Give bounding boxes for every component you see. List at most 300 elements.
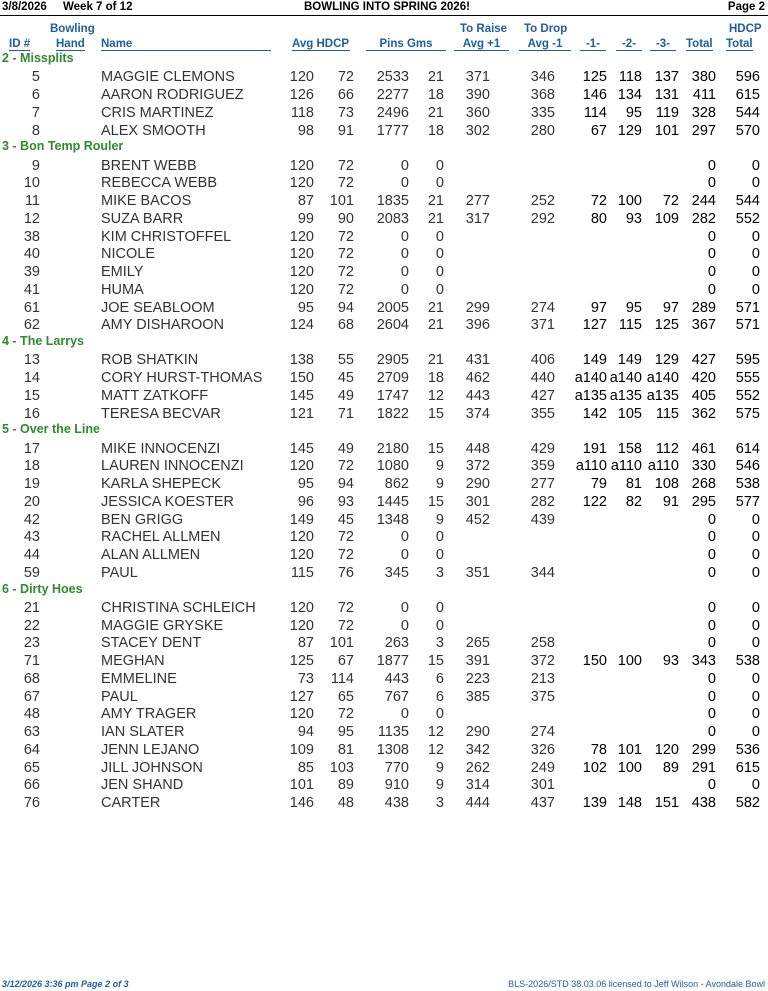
cell-name: KIM CHRISTOFFEL bbox=[101, 228, 232, 245]
bowler-row bbox=[0, 547, 768, 565]
team-header: 4 - The Larrys bbox=[2, 334, 84, 348]
bowler-row bbox=[0, 671, 768, 689]
cell-hdcp: 94 bbox=[337, 299, 354, 316]
cell-gms: 0 bbox=[435, 599, 444, 616]
cell-gms: 15 bbox=[427, 405, 444, 422]
cell-g2: 118 bbox=[618, 69, 642, 86]
cell-hdcp-total: 0 bbox=[751, 547, 760, 563]
cell-id: 21 bbox=[23, 599, 40, 616]
cell-id: 19 bbox=[23, 476, 40, 492]
bowler-row bbox=[0, 760, 768, 778]
bowler-row bbox=[0, 229, 768, 247]
cell-hdcp: 72 bbox=[337, 706, 354, 723]
cell-gms: 6 bbox=[435, 670, 444, 687]
cell-id: 17 bbox=[23, 440, 40, 457]
cell-raise: 290 bbox=[465, 724, 490, 740]
cell-pins: 443 bbox=[384, 670, 409, 687]
cell-g3: 91 bbox=[662, 493, 679, 510]
cell-hdcp-total: 0 bbox=[751, 635, 760, 652]
cell-id: 12 bbox=[23, 210, 40, 227]
cell-name: MIKE INNOCENZI bbox=[101, 440, 221, 457]
cell-id: 48 bbox=[23, 706, 40, 723]
bowler-row bbox=[0, 476, 768, 494]
cell-id: 71 bbox=[23, 653, 40, 669]
cell-hdcp: 48 bbox=[337, 795, 354, 811]
cell-hdcp-total: 0 bbox=[751, 724, 760, 740]
cell-g1: 142 bbox=[582, 405, 607, 422]
cell-id: 65 bbox=[23, 759, 40, 776]
cell-total: 0 bbox=[707, 228, 716, 245]
cell-pins: 1348 bbox=[376, 511, 409, 528]
cell-g3: 109 bbox=[654, 210, 679, 227]
cell-gms: 15 bbox=[427, 440, 444, 457]
cell-pins: 862 bbox=[384, 476, 409, 492]
bowler-row bbox=[0, 87, 768, 105]
cell-gms: 21 bbox=[427, 69, 444, 86]
cell-raise: 444 bbox=[465, 795, 490, 811]
cell-hdcp-total: 0 bbox=[751, 246, 760, 263]
cell-total: 438 bbox=[691, 795, 716, 811]
cell-g2: 105 bbox=[617, 405, 642, 422]
cell-g2: 100 bbox=[617, 653, 642, 669]
cell-hdcp: 72 bbox=[337, 529, 354, 546]
report-date: 3/8/2026 bbox=[2, 1, 47, 13]
cell-id: 23 bbox=[23, 635, 40, 652]
header-rule bbox=[0, 15, 768, 16]
cell-hdcp: 72 bbox=[337, 157, 354, 174]
cell-g3: 129 bbox=[654, 352, 679, 369]
team-header: 5 - Over the Line bbox=[2, 422, 100, 437]
cell-name: JESSICA KOESTER bbox=[101, 493, 234, 510]
cell-hdcp: 55 bbox=[337, 352, 354, 369]
cell-total: 299 bbox=[691, 741, 716, 758]
cell-id: 13 bbox=[23, 352, 40, 369]
cell-drop: 346 bbox=[530, 69, 555, 86]
cell-g1: 72 bbox=[590, 193, 607, 209]
cell-g1: 97 bbox=[590, 299, 607, 316]
col-hand: Hand bbox=[56, 38, 85, 50]
cell-id: 44 bbox=[23, 547, 40, 563]
cell-hdcp: 72 bbox=[337, 228, 354, 245]
bowler-row bbox=[0, 441, 768, 459]
cell-hdcp-total: 615 bbox=[735, 759, 760, 776]
cell-avg: 145 bbox=[289, 387, 314, 404]
cell-pins: 2180 bbox=[376, 440, 409, 457]
cell-hdcp: 89 bbox=[337, 777, 354, 794]
cell-drop: 368 bbox=[530, 87, 555, 103]
cell-total: 367 bbox=[691, 317, 716, 334]
cell-hdcp-total: 544 bbox=[735, 193, 760, 209]
cell-hdcp-total: 615 bbox=[735, 87, 760, 103]
bowler-row bbox=[0, 158, 768, 176]
cell-total: 461 bbox=[691, 440, 716, 457]
cell-id: 16 bbox=[23, 405, 40, 422]
cell-id: 5 bbox=[31, 69, 40, 86]
cell-hdcp-total: 570 bbox=[735, 122, 760, 139]
cell-avg: 87 bbox=[297, 635, 314, 652]
cell-name: JEN SHAND bbox=[101, 777, 184, 794]
cell-total: 420 bbox=[691, 370, 716, 386]
cell-hdcp-total: 571 bbox=[735, 299, 760, 316]
cell-hdcp-total: 555 bbox=[735, 370, 760, 386]
cell-id: 68 bbox=[23, 670, 40, 687]
cell-hdcp-total: 0 bbox=[751, 670, 760, 687]
cell-raise: 277 bbox=[465, 193, 490, 209]
cell-name: CRIS MARTINEZ bbox=[101, 104, 214, 121]
cell-hdcp: 81 bbox=[337, 741, 354, 758]
cell-name: KARLA SHEPECK bbox=[101, 476, 222, 492]
cell-hdcp-total: 552 bbox=[735, 387, 760, 404]
cell-id: 40 bbox=[23, 246, 40, 263]
cell-pins: 345 bbox=[384, 564, 409, 581]
bowler-row bbox=[0, 565, 768, 583]
cell-drop: 277 bbox=[530, 476, 555, 492]
cell-hdcp-total: 0 bbox=[751, 529, 760, 546]
cell-drop: 252 bbox=[530, 193, 555, 209]
cell-raise: 371 bbox=[465, 69, 490, 86]
cell-raise: 372 bbox=[465, 458, 490, 475]
bowler-row bbox=[0, 689, 768, 707]
cell-drop: 249 bbox=[530, 759, 555, 776]
cell-hdcp-total: 536 bbox=[735, 741, 760, 758]
bowler-row bbox=[0, 600, 768, 618]
cell-pins: 2905 bbox=[376, 352, 409, 369]
cell-gms: 21 bbox=[427, 299, 444, 316]
cell-avg: 145 bbox=[289, 440, 314, 457]
cell-avg: 127 bbox=[289, 688, 314, 705]
bowler-row bbox=[0, 105, 768, 123]
cell-hdcp-total: 0 bbox=[751, 264, 760, 280]
cell-g3: 93 bbox=[662, 653, 679, 669]
cell-raise: 302 bbox=[465, 122, 490, 139]
cell-id: 22 bbox=[23, 617, 40, 634]
cell-raise: 452 bbox=[465, 511, 490, 528]
cell-gms: 9 bbox=[435, 458, 444, 475]
cell-drop: 344 bbox=[530, 564, 555, 581]
cell-total: 362 bbox=[691, 405, 716, 422]
cell-hdcp: 95 bbox=[337, 724, 354, 740]
cell-total: 295 bbox=[691, 493, 716, 510]
cell-total: 328 bbox=[691, 104, 716, 121]
cell-id: 14 bbox=[23, 370, 40, 386]
cell-raise: 374 bbox=[465, 405, 490, 422]
cell-raise: 223 bbox=[465, 670, 490, 687]
cell-pins: 2496 bbox=[376, 104, 409, 121]
cell-g1: 127 bbox=[582, 317, 607, 334]
cell-hdcp: 72 bbox=[337, 69, 354, 86]
cell-total: 0 bbox=[707, 617, 716, 634]
cell-total: 297 bbox=[691, 122, 716, 139]
cell-pins: 770 bbox=[384, 759, 409, 776]
cell-g2: 100 bbox=[617, 193, 642, 209]
cell-hdcp-total: 0 bbox=[751, 688, 760, 705]
col-raise-avg: Avg +1 bbox=[454, 38, 509, 51]
cell-hdcp: 93 bbox=[337, 493, 354, 510]
cell-g2: 95 bbox=[625, 299, 642, 316]
cell-name: MAGGIE CLEMONS bbox=[101, 69, 235, 86]
cell-hdcp: 72 bbox=[337, 264, 354, 280]
bowler-row bbox=[0, 706, 768, 724]
cell-avg: 95 bbox=[297, 476, 314, 492]
bowler-row bbox=[0, 529, 768, 547]
cell-g3: 151 bbox=[654, 795, 679, 811]
cell-avg: 120 bbox=[289, 69, 314, 86]
cell-g1: 122 bbox=[582, 493, 607, 510]
cell-gms: 12 bbox=[427, 724, 444, 740]
cell-hdcp-total: 546 bbox=[735, 458, 760, 475]
cell-pins: 1777 bbox=[376, 122, 409, 139]
cell-g3: 137 bbox=[654, 69, 679, 86]
cell-raise: 360 bbox=[465, 104, 490, 121]
cell-avg: 120 bbox=[289, 157, 314, 174]
cell-g1: 191 bbox=[582, 440, 607, 457]
col-bowling: Bowling bbox=[50, 23, 95, 35]
cell-id: 76 bbox=[23, 795, 40, 811]
cell-g3: 125 bbox=[654, 317, 679, 334]
cell-pins: 0 bbox=[400, 706, 409, 723]
cell-g1: 80 bbox=[590, 210, 607, 227]
cell-avg: 120 bbox=[289, 228, 314, 245]
cell-avg: 120 bbox=[289, 529, 314, 546]
cell-g2: 93 bbox=[625, 210, 642, 227]
cell-total: 0 bbox=[707, 511, 716, 528]
bowler-row bbox=[0, 370, 768, 388]
cell-total: 0 bbox=[707, 175, 716, 192]
cell-name: PAUL bbox=[101, 688, 138, 705]
cell-total: 0 bbox=[707, 724, 716, 740]
cell-hdcp-total: 0 bbox=[751, 564, 760, 581]
cell-name: MIKE BACOS bbox=[101, 193, 192, 209]
cell-hdcp: 71 bbox=[337, 405, 354, 422]
cell-avg: 73 bbox=[297, 670, 314, 687]
cell-name: CHRISTINA SCHLEICH bbox=[101, 599, 256, 616]
col-game1: -1- bbox=[580, 38, 606, 51]
bowler-row bbox=[0, 123, 768, 141]
cell-gms: 3 bbox=[435, 635, 444, 652]
bowler-row bbox=[0, 795, 768, 813]
cell-name: CARTER bbox=[101, 795, 161, 811]
cell-g2: 115 bbox=[618, 317, 642, 334]
cell-id: 43 bbox=[23, 529, 40, 546]
cell-g3: 115 bbox=[655, 405, 679, 422]
cell-hdcp: 45 bbox=[337, 511, 354, 528]
cell-pins: 0 bbox=[400, 175, 409, 192]
bowler-row bbox=[0, 317, 768, 335]
cell-hdcp-total: 0 bbox=[751, 157, 760, 174]
cell-name: AMY DISHAROON bbox=[101, 317, 225, 334]
cell-gms: 18 bbox=[427, 122, 444, 139]
cell-hdcp-total: 575 bbox=[735, 405, 760, 422]
cell-avg: 99 bbox=[297, 210, 314, 227]
cell-name: MATT ZATKOFF bbox=[101, 387, 209, 404]
cell-hdcp-total: 0 bbox=[751, 706, 760, 723]
cell-hdcp-total: 0 bbox=[751, 617, 760, 634]
cell-total: 291 bbox=[691, 759, 716, 776]
cell-avg: 87 bbox=[297, 193, 314, 209]
cell-drop: 439 bbox=[530, 511, 555, 528]
cell-hdcp: 65 bbox=[337, 688, 354, 705]
cell-name: LAUREN INNOCENZI bbox=[101, 458, 244, 475]
cell-g3: 97 bbox=[662, 299, 679, 316]
bowler-row bbox=[0, 388, 768, 406]
cell-hdcp: 68 bbox=[337, 317, 354, 334]
bowler-row bbox=[0, 193, 768, 211]
cell-gms: 0 bbox=[435, 228, 444, 245]
bowler-row bbox=[0, 246, 768, 264]
cell-hdcp-total: 577 bbox=[735, 493, 760, 510]
cell-hdcp-total: 538 bbox=[735, 653, 760, 669]
cell-total: 268 bbox=[691, 476, 716, 492]
cell-hdcp: 72 bbox=[337, 246, 354, 263]
cell-gms: 9 bbox=[435, 476, 444, 492]
cell-raise: 385 bbox=[465, 688, 490, 705]
cell-name: PAUL bbox=[101, 564, 138, 581]
cell-total: 380 bbox=[691, 69, 716, 86]
cell-pins: 263 bbox=[384, 635, 409, 652]
cell-avg: 120 bbox=[289, 599, 314, 616]
cell-avg: 118 bbox=[290, 104, 314, 121]
cell-hdcp-total: 614 bbox=[735, 440, 760, 457]
cell-total: 289 bbox=[691, 299, 716, 316]
cell-g3: 120 bbox=[654, 741, 679, 758]
bowler-row bbox=[0, 458, 768, 476]
cell-gms: 12 bbox=[427, 387, 444, 404]
cell-gms: 21 bbox=[427, 317, 444, 334]
cell-hdcp: 72 bbox=[337, 599, 354, 616]
col-id: ID # bbox=[9, 38, 31, 50]
cell-g2: 82 bbox=[625, 493, 642, 510]
cell-hdcp: 72 bbox=[337, 617, 354, 634]
cell-name: TERESA BECVAR bbox=[101, 405, 221, 422]
bowler-row bbox=[0, 653, 768, 671]
bowler-row bbox=[0, 69, 768, 87]
cell-total: 244 bbox=[691, 193, 716, 209]
cell-g1: 139 bbox=[582, 795, 607, 811]
page-label: Page 2 bbox=[727, 1, 765, 13]
cell-hdcp: 103 bbox=[329, 759, 354, 776]
cell-gms: 21 bbox=[427, 352, 444, 369]
cell-id: 20 bbox=[23, 493, 40, 510]
cell-g1: 150 bbox=[582, 653, 607, 669]
cell-avg: 120 bbox=[289, 706, 314, 723]
cell-g2: 95 bbox=[625, 104, 642, 121]
cell-g3: 89 bbox=[662, 759, 679, 776]
cell-avg: 98 bbox=[297, 122, 314, 139]
cell-hdcp-total: 0 bbox=[751, 777, 760, 794]
cell-drop: 429 bbox=[530, 440, 555, 457]
cell-total: 0 bbox=[707, 635, 716, 652]
cell-g2: 101 bbox=[617, 741, 642, 758]
cell-hdcp: 94 bbox=[337, 476, 354, 492]
cell-hdcp-total: 0 bbox=[751, 599, 760, 616]
cell-name: BEN GRIGG bbox=[101, 511, 184, 528]
bowler-row bbox=[0, 635, 768, 653]
cell-g1: a135 bbox=[574, 387, 607, 404]
cell-name: IAN SLATER bbox=[101, 724, 185, 740]
bowler-row bbox=[0, 300, 768, 318]
cell-gms: 15 bbox=[427, 493, 444, 510]
cell-id: 10 bbox=[23, 175, 40, 192]
bowler-row bbox=[0, 742, 768, 760]
cell-raise: 301 bbox=[465, 493, 490, 510]
cell-hdcp: 73 bbox=[337, 104, 354, 121]
cell-g1: a140 bbox=[574, 370, 607, 386]
col-drop-avg: Avg -1 bbox=[519, 38, 571, 51]
cell-gms: 0 bbox=[435, 529, 444, 546]
cell-gms: 18 bbox=[427, 370, 444, 386]
cell-g3: 72 bbox=[662, 193, 679, 209]
cell-gms: 21 bbox=[427, 104, 444, 121]
cell-hdcp-total: 538 bbox=[735, 476, 760, 492]
cell-name: NICOLE bbox=[101, 246, 155, 263]
cell-hdcp-total: 0 bbox=[751, 511, 760, 528]
cell-raise: 390 bbox=[465, 87, 490, 103]
bowler-row bbox=[0, 618, 768, 636]
cell-pins: 1080 bbox=[376, 458, 409, 475]
cell-raise: 314 bbox=[465, 777, 490, 794]
cell-avg: 150 bbox=[289, 370, 314, 386]
cell-g2: 129 bbox=[617, 122, 642, 139]
cell-name: BRENT WEBB bbox=[101, 157, 197, 174]
cell-drop: 258 bbox=[530, 635, 555, 652]
team-header: 6 - Dirty Hoes bbox=[2, 581, 83, 596]
bowler-row bbox=[0, 406, 768, 424]
cell-g3: a135 bbox=[646, 387, 679, 404]
cell-raise: 317 bbox=[465, 210, 490, 227]
cell-id: 61 bbox=[23, 299, 40, 316]
cell-gms: 21 bbox=[427, 210, 444, 227]
report-title: BOWLING INTO SPRING 2026! bbox=[304, 1, 470, 13]
cell-name: HUMA bbox=[101, 281, 144, 298]
cell-raise: 448 bbox=[465, 440, 490, 457]
cell-id: 8 bbox=[31, 122, 40, 139]
cell-drop: 427 bbox=[530, 387, 555, 404]
cell-drop: 326 bbox=[530, 741, 555, 758]
cell-id: 42 bbox=[23, 511, 40, 528]
cell-hdcp: 49 bbox=[337, 387, 354, 404]
cell-id: 7 bbox=[31, 104, 40, 121]
cell-g3: 119 bbox=[655, 104, 679, 121]
cell-hdcp-total: 0 bbox=[751, 175, 760, 192]
cell-name: JENN LEJANO bbox=[101, 741, 200, 758]
team-header: 3 - Bon Temp Rouler bbox=[2, 139, 124, 154]
cell-avg: 96 bbox=[297, 493, 314, 510]
cell-pins: 438 bbox=[384, 795, 409, 811]
cell-avg: 101 bbox=[289, 777, 314, 794]
cell-hdcp-total: 552 bbox=[735, 210, 760, 227]
cell-name: ALEX SMOOTH bbox=[101, 122, 206, 139]
cell-name: REBECCA WEBB bbox=[101, 175, 218, 192]
bowler-row bbox=[0, 352, 768, 370]
cell-drop: 213 bbox=[530, 670, 555, 687]
cell-pins: 2604 bbox=[376, 317, 409, 334]
cell-total: 0 bbox=[707, 547, 716, 563]
cell-drop: 375 bbox=[530, 688, 555, 705]
cell-gms: 9 bbox=[435, 777, 444, 794]
cell-g3: 101 bbox=[654, 122, 679, 139]
cell-total: 0 bbox=[707, 281, 716, 298]
cell-pins: 1822 bbox=[376, 405, 409, 422]
cell-hdcp: 90 bbox=[337, 210, 354, 227]
cell-hdcp: 45 bbox=[337, 370, 354, 386]
col-hdcp: HDCP bbox=[729, 23, 762, 35]
cell-raise: 351 bbox=[465, 564, 490, 581]
cell-raise: 290 bbox=[465, 476, 490, 492]
cell-pins: 0 bbox=[400, 228, 409, 245]
cell-gms: 0 bbox=[435, 547, 444, 563]
cell-g1: 114 bbox=[583, 104, 607, 121]
cell-pins: 1835 bbox=[376, 193, 409, 209]
